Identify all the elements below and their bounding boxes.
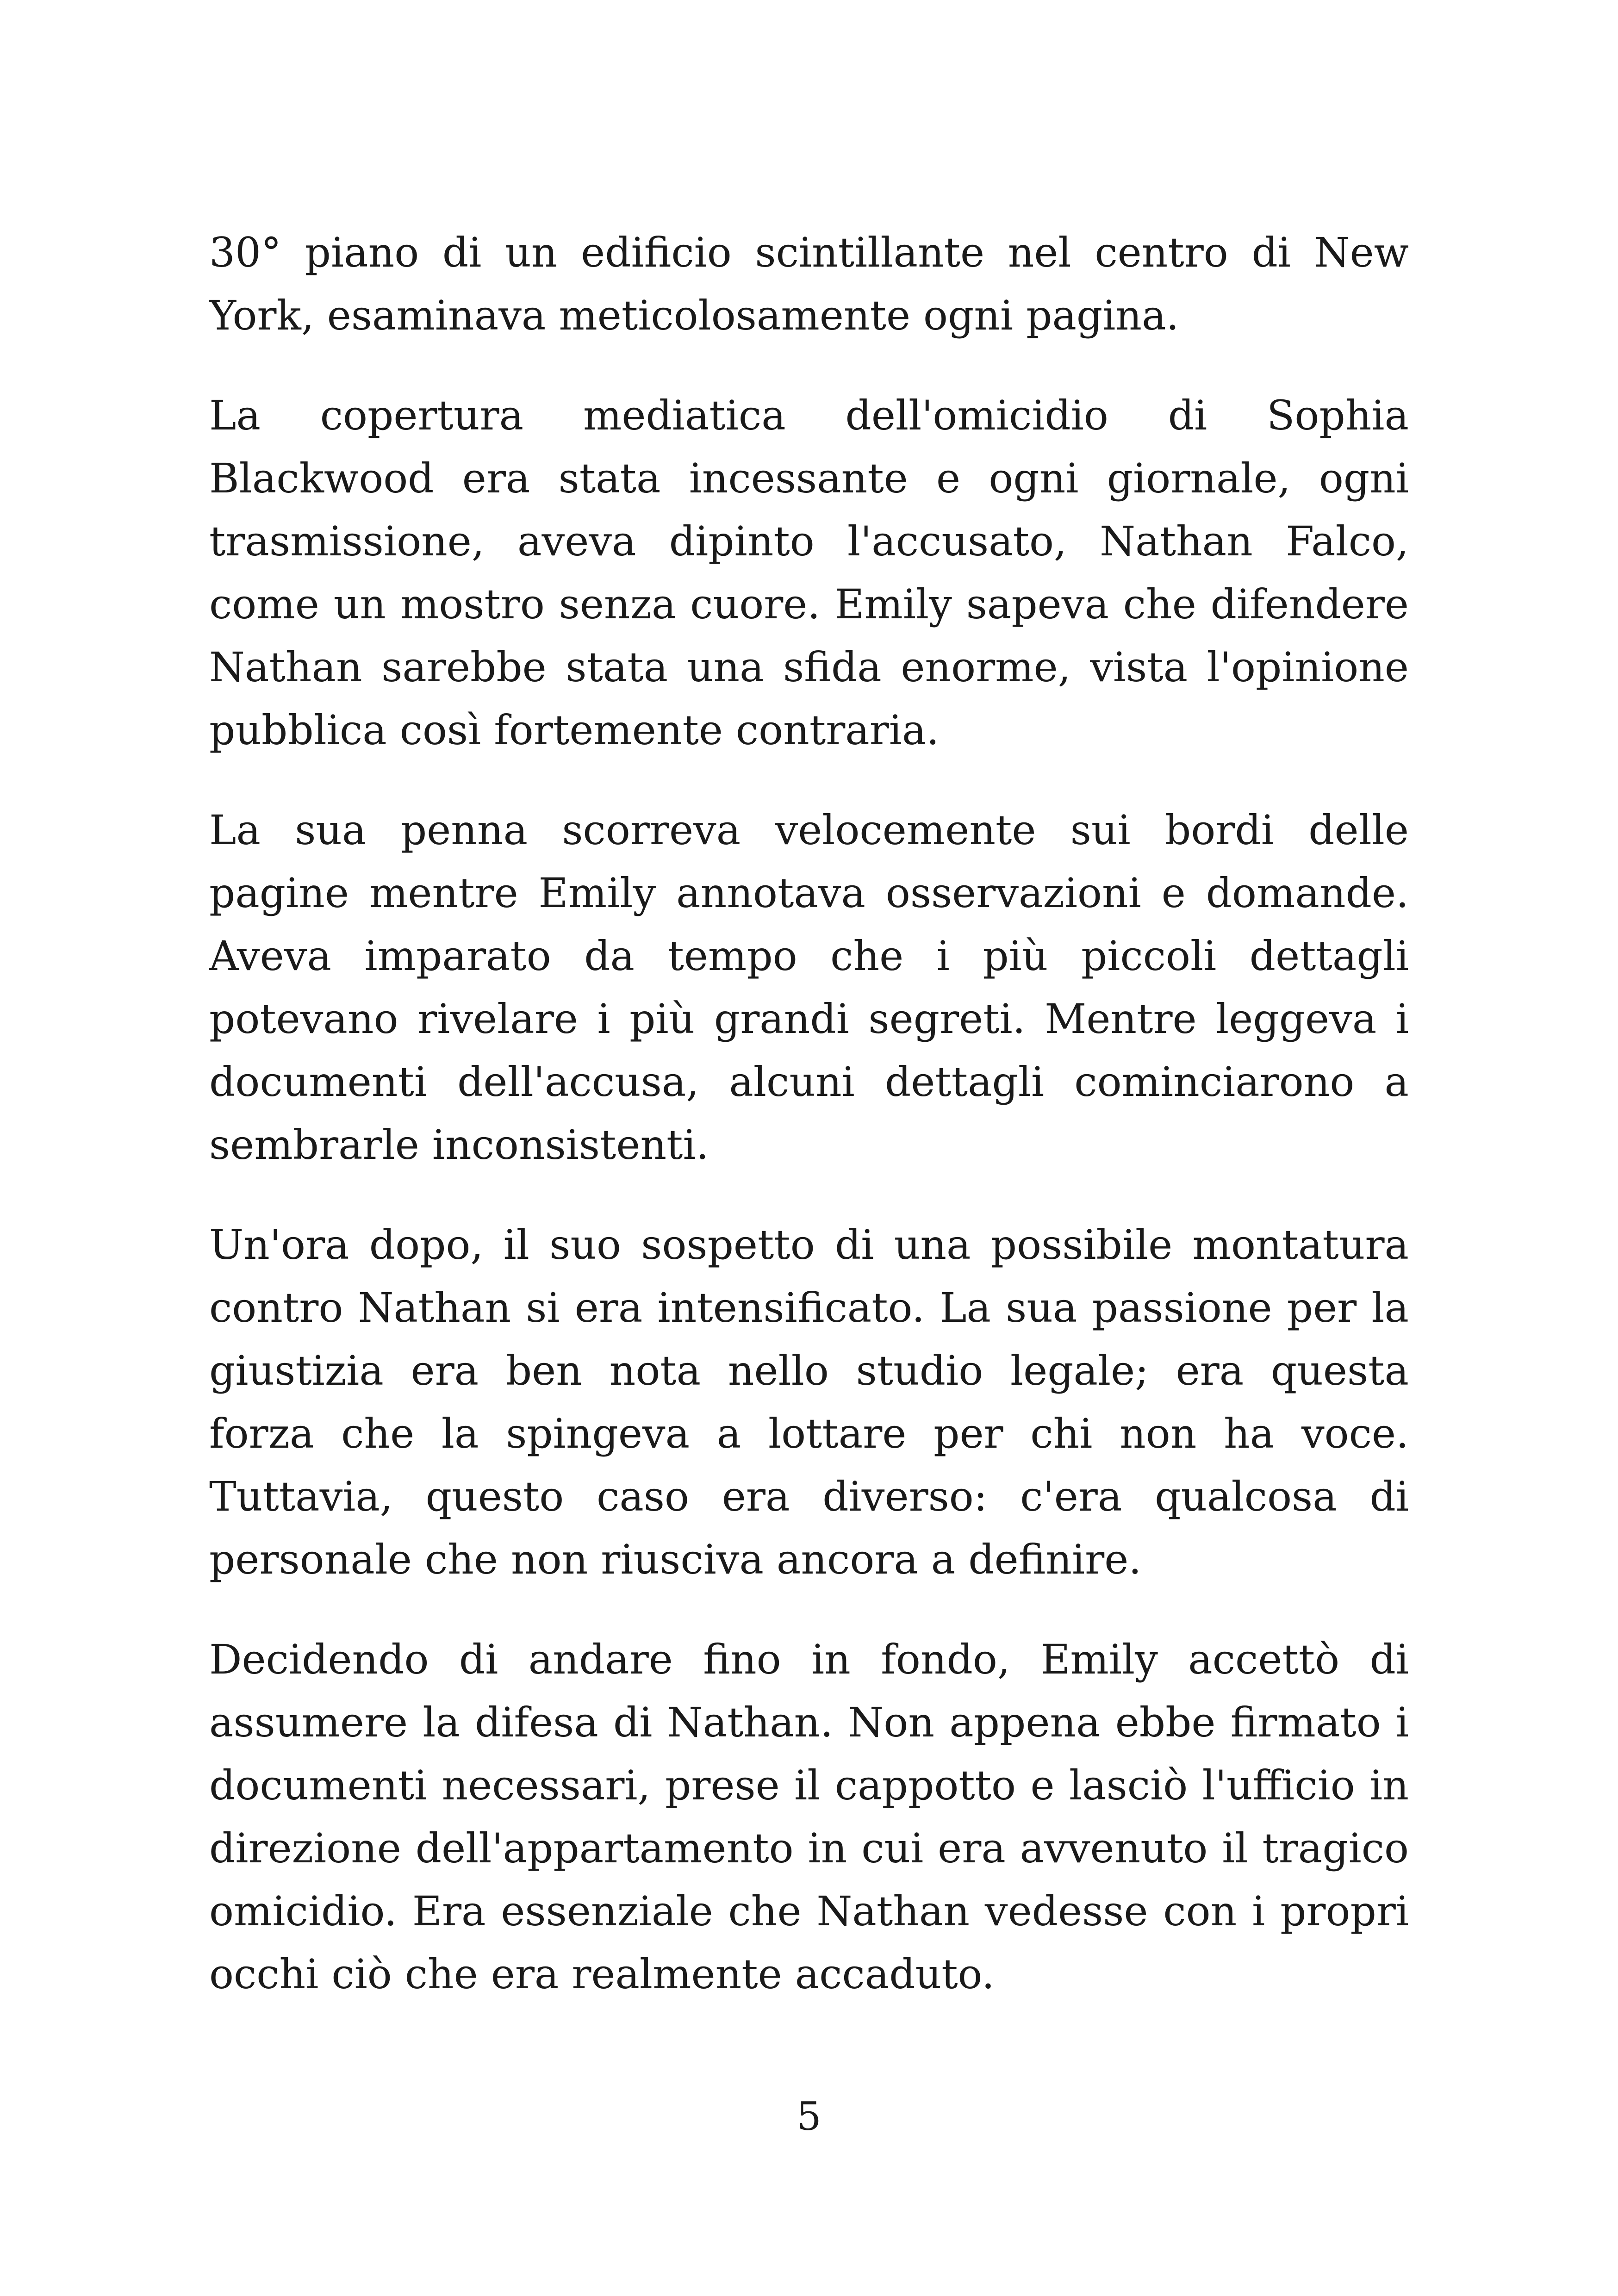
body-text: [209, 221, 1409, 2043]
paragraph-5: Decidendo di andare fino in fondo, Emily accettò di assumere la difesa di Nathan. Non appena ebbe firmato i documenti necessari, prese il cappotto e lasciò l'ufficio in direzione dell'appartamento in cui era avvenuto il tragico omicidio. Era essenziale che Nathan vedesse con i propri occhi ciò che era realmente accaduto.: [209, 1636, 1409, 1998]
page-number: 5: [797, 2094, 821, 2139]
paragraph-3: La sua penna scorreva velocemente sui bordi delle pagine mentre Emily annotava osservazioni e domande. Aveva imparato da tempo che i più piccoli dettagli potevano rivelare i più grandi segreti. Mentre leggeva i documenti dell'accusa, alcuni dettagli cominciarono a sembrarle inconsistenti.: [209, 806, 1409, 1169]
paragraph-4: Un'ora dopo, il suo sospetto di una possibile montatura contro Nathan si era intensificato. La sua passione per la giustizia era ben nota nello studio legale; era questa forza che la spingeva a lottare per chi non ha voce. Tuttavia, questo caso era diverso: c'era qualcosa di personale che non riusciva ancora a definire.: [209, 1221, 1409, 1583]
paragraph-2: La copertura mediatica dell'omicidio di Sophia Blackwood era stata incessante e ogni giornale, ogni trasmissione, aveva dipinto l'accusato, Nathan Falco, come un mostro senza cuore. Emily sapeva che difendere Nathan sarebbe stata una sfida enorme, vista l'opinione pubblica così fortemente contraria.: [209, 392, 1409, 754]
paragraph-1: 30° piano di un edificio scintillante nel centro di New York, esaminava meticolosamente ogni pagina.: [209, 229, 1409, 339]
